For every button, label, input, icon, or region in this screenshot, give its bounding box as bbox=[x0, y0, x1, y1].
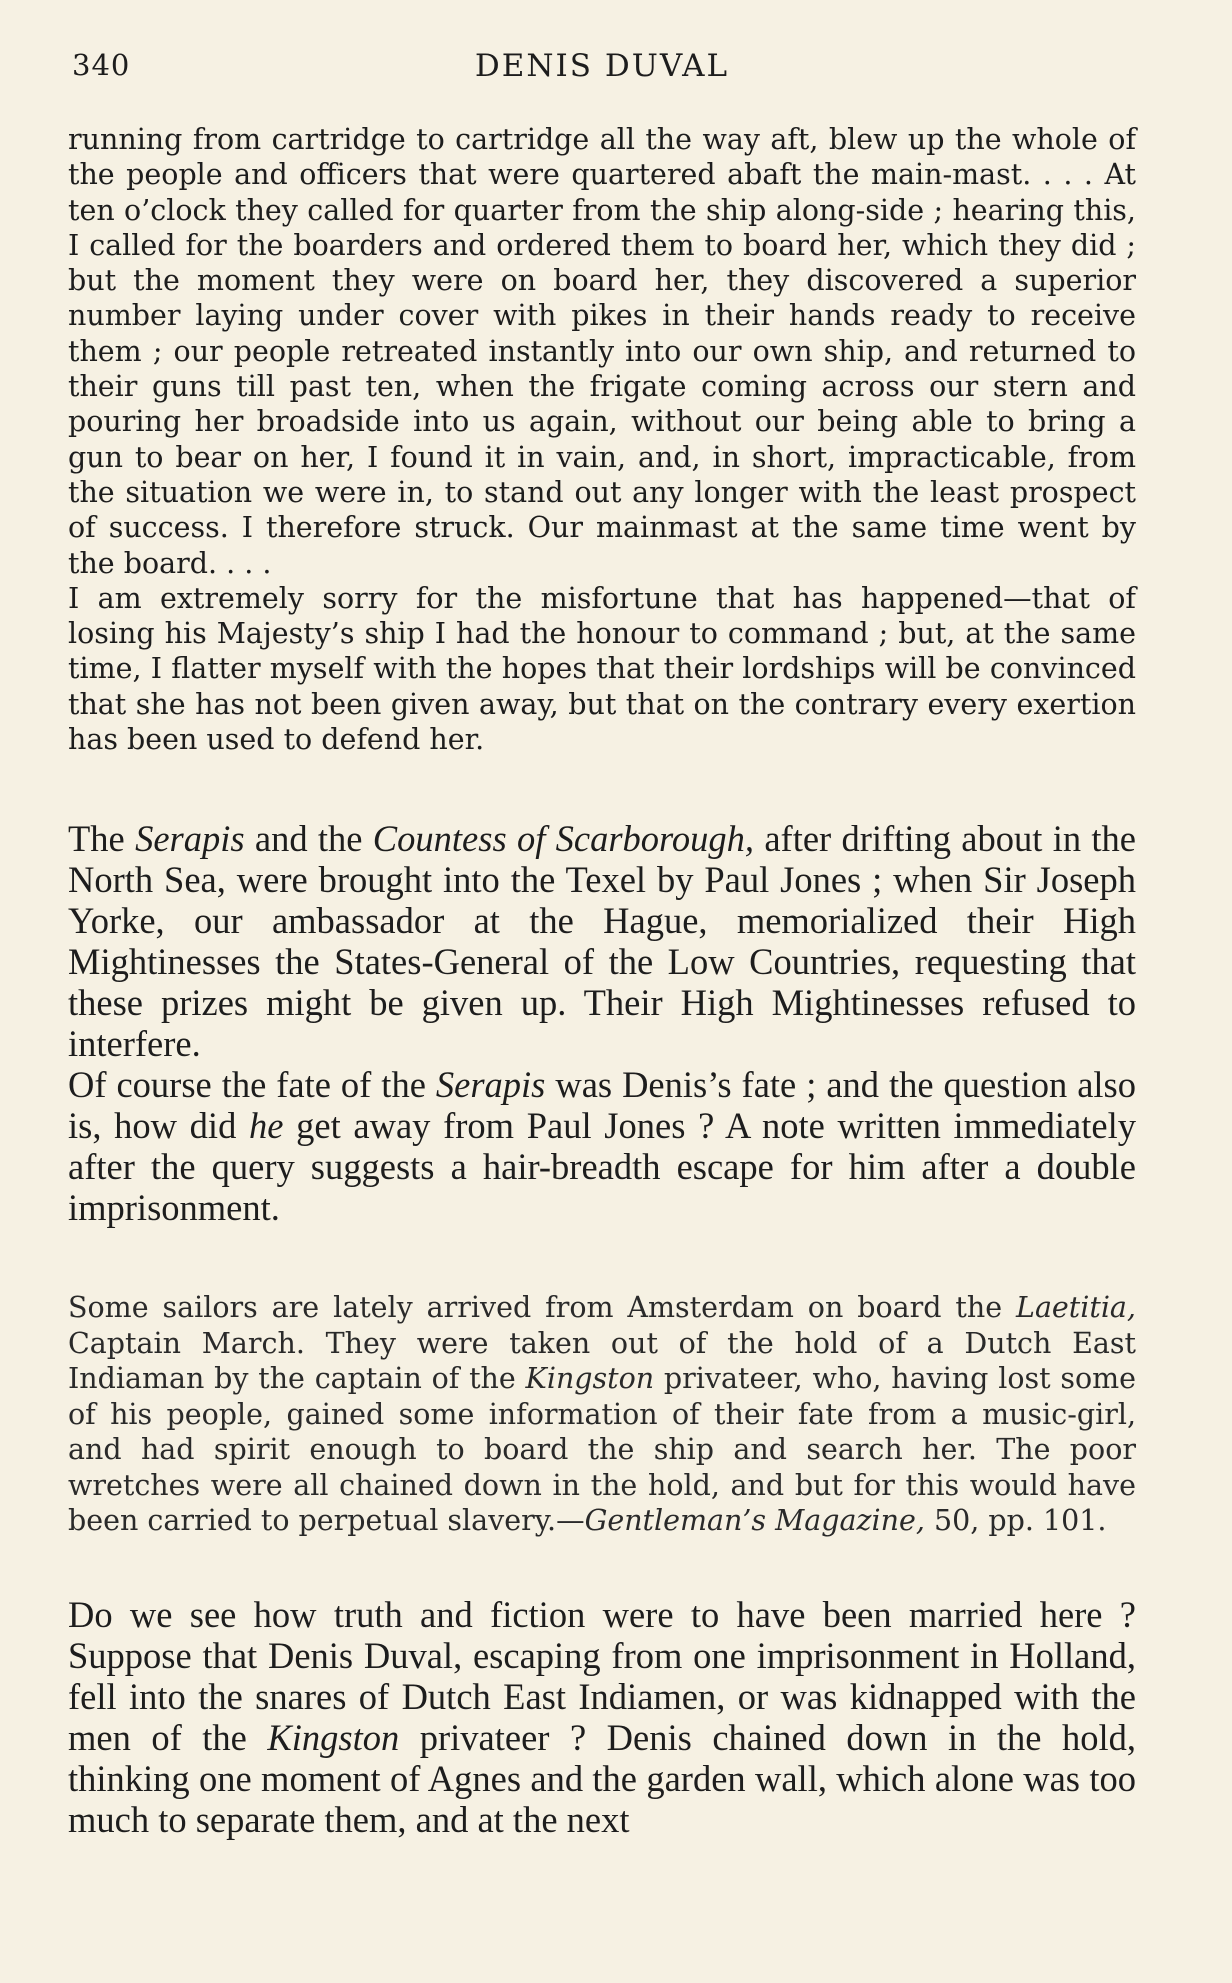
citation-source: Gentleman’s Magazine, bbox=[584, 1504, 925, 1537]
narrative-section-1 bbox=[68, 818, 1136, 1228]
text-run: Some sailors are lately arrived from Amsterdam on board the bbox=[68, 1291, 1017, 1324]
quoted-letter bbox=[68, 122, 1136, 757]
page-header bbox=[72, 48, 1132, 92]
text-run: and the bbox=[244, 818, 373, 859]
text-run: privateer ? Denis chained down in the hold, thinking one moment of Agnes and the garden wall, which alone was too much to separate them, and at the next bbox=[68, 1717, 1136, 1840]
emphasis-he: he bbox=[249, 1105, 284, 1146]
magazine-quote bbox=[68, 1290, 1136, 1539]
running-title: DENIS DUVAL bbox=[474, 48, 730, 84]
text-run: 50, pp. 101. bbox=[924, 1504, 1107, 1537]
ship-name-serapis: Serapis bbox=[135, 818, 245, 859]
ship-name-countess: Countess of Scarborough, bbox=[372, 818, 755, 859]
page-number: 340 bbox=[72, 48, 131, 82]
text-run: after drifting about in the North Sea, were brought into the Texel by Paul Jones ; when Sir Joseph Yorke, our ambassador at the Hague, memorialized their High Mightinesses the States-General of the Low Countries, requesting that these prizes might be given up. Their High Mightinesses refused to interfere. bbox=[68, 818, 1137, 1064]
text-run: Do we see how truth and fiction were to have been married here ? Suppose that Denis Duval, escaping from one imprisonment in Holland, fell into the snares of Dutch East Indiamen, or was kidnapped with the men of the bbox=[68, 1594, 1136, 1758]
narrative-paragraph-3 bbox=[68, 1594, 1136, 1840]
text-run: get away from Paul Jones ? A note written immediately after the query suggests a hair-breadth escape for him after a double imprisonment. bbox=[68, 1105, 1136, 1228]
ship-name-kingston: Kingston bbox=[525, 1362, 655, 1395]
magazine-quote-paragraph bbox=[68, 1290, 1136, 1539]
text-run: privateer, who, having lost some of his people, gained some information of their fate from a music-girl, and had spirit enough to board the ship and search her. The poor wretches were all chained down in the hold, and but for this would have been carried to perpetual slavery.— bbox=[68, 1362, 1137, 1537]
ship-name-laetitia: Laetitia, bbox=[1016, 1291, 1136, 1324]
text-run: Of course the fate of the bbox=[68, 1064, 436, 1105]
letter-paragraph-1: running from cartridge to cartridge all the way aft, blew up the whole of the people and officers that were quartered abaft the main-mast. . . . At ten o’clock they called for quarter from the ship along-side ; hearing this, I called for the boarders and ordered them to board her, which they did ; but the moment they were on board her, they discovered a superior number laying under cover with pikes in their hands ready to receive them ; our people retreated instantly into our own ship, and returned to their guns till past ten, when the frigate coming across our stern and pouring her broadside into us again, without our being able to bring a gun to bear on her, I found it in vain, and, in short, impracticable, from the situation we were in, to stand out any longer with the least prospect of success. I therefore struck. Our mainmast at the same time went by the board. . . . bbox=[68, 123, 1136, 580]
text-run: The bbox=[68, 818, 136, 859]
narrative-paragraph-2 bbox=[68, 1064, 1136, 1228]
ship-name-serapis: Serapis bbox=[435, 1064, 546, 1105]
text-run: was Denis’s fate ; and the question also is, how did bbox=[68, 1064, 1136, 1146]
text-run: Captain March. They were taken out of the hold of a Dutch East Indiaman by the captain of the bbox=[68, 1326, 1136, 1395]
ship-name-kingston: Kingston bbox=[267, 1717, 400, 1758]
narrative-paragraph-1 bbox=[68, 818, 1136, 1064]
narrative-section-2 bbox=[68, 1594, 1136, 1840]
letter-paragraph-2: I am extremely sorry for the misfortune that has happened—that of losing his Majesty’s ship I had the honour to command ; but, at the same time, I flatter myself with the hopes that their lordships will be convinced that she has not been given away, but that on the contrary every exertion has been used to defend her. bbox=[68, 581, 1136, 757]
